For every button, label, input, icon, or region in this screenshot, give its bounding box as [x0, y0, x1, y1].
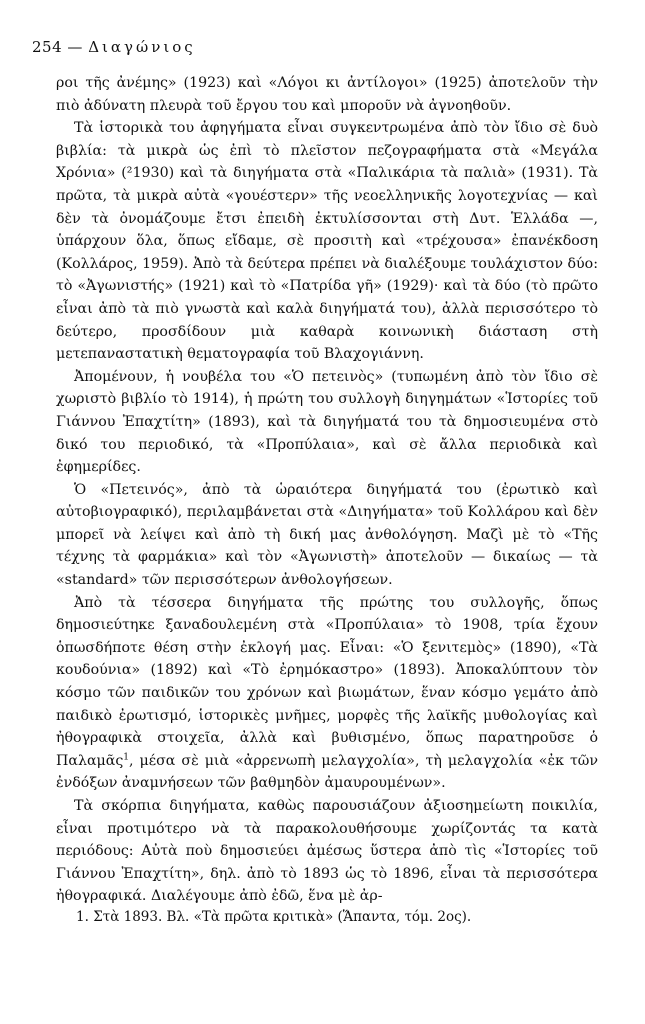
- footnote: [76, 908, 596, 926]
- paragraph-text: , μέσα σὲ μιὰ «ἀρρενωπὴ μελαγχολία», τὴ μελαγχολία «ἐκ τῶν ἐνδόξων ἀναμνήσεων τῶν βαθμηδὸν ἀμαυρουμένων».: [56, 752, 598, 792]
- running-title: Διαγώνιος: [88, 38, 196, 56]
- paragraph: [56, 117, 598, 366]
- paragraph: [56, 592, 598, 795]
- paragraph: [56, 795, 598, 908]
- paragraph-text: Ὁ «Πετεινός», ἀπὸ τὰ ὡραιότερα διηγήματά του (ἐρωτικὸ καὶ αὐτοβιογραφικό), περιλαμβάνεται στὰ «Διηγήματα» τοῦ Κολλάρου καὶ δὲν μπορεῖ νὰ λείψει καὶ ἀπὸ τὴ δική μας ἀνθολόγηση. Μαζὶ μὲ τὸ «Τῆς τέχνης τὰ φαρμάκια» καὶ τὸν «Ἀγωνιστὴ» ἀποτελοῦν — δικαίως — τὰ «standard» τῶν περισσότερων ἀνθολογήσεων.: [56, 481, 598, 589]
- paragraph-text: Τὰ ἱστορικὰ του ἀφηγήματα εἶναι συγκεντρωμένα ἀπὸ τὸν ἴδιο σὲ δυὸ βιβλία: τὰ μικρὰ ὡς ἐπὶ τὸ πλεῖστον πεζογραφήματα στὰ «Μεγάλα Χρόνια» (²1930) καὶ τὰ διηγήματα στὰ «Παλικάρια τὰ παλιὰ» (1931). Τὰ πρῶτα, τὰ μικρὰ αὐτὰ «γουέστερν» τῆς νεοελληνικῆς λογοτεχνίας — καὶ δὲν τὰ ὀνομάζουμε ἔτσι ἐπειδὴ ἐκτυλίσσονται στὴ Δυτ. Ἑλλάδα —, ὑπάρχουν ὅλα, ὅπως εἴδαμε, σὲ προσιτὴ καὶ «τρέχουσα» ἐπανέκδοση (Κολλάρος, 1959). Ἀπὸ τὰ δεύτερα πρέπει νὰ διαλέξουμε τουλάχιστον δύο: τὸ «Ἀγωνιστής» (1921) καὶ τὸ «Πατρίδα γῆ» (1929)· καὶ τὰ δύο (τὸ πρῶτο εἶναι ἀπὸ τὰ πιὸ γνωστὰ καὶ καλὰ διηγήματά του), ἀλλὰ περισσότερο τὸ δεύτερο, προσδίδουν μιὰ καθαρὰ κοινωνικὴ διάσταση στὴ μετεπαναστατικὴ θεματογραφία τοῦ Βλαχογιάννη.: [56, 120, 598, 363]
- paragraph: [56, 366, 598, 479]
- paragraph-text: Τὰ σκόρπια διηγήματα, καθὼς παρουσιάζουν ἀξιοσημείωτη ποικιλία, εἶναι προτιμότερο νὰ τὰ παρακολουθήσουμε χωρίζοντάς τα κατὰ περιόδους: Αὐτὰ ποὺ δημοσιεύει ἀμέσως ὕστερα ἀπὸ τὶς «Ἱστορίες τοῦ Γιάννου Ἐπαχτίτη», δηλ. ἀπὸ τὸ 1893 ὡς τὸ 1896, εἶναι τὰ περισσότερα ἠθογραφικά. Διαλέγουμε ἀπὸ ἐδῶ, ἕνα μὲ ἀρ-: [56, 798, 598, 905]
- paragraph-text: Ἀπὸ τὰ τέσσερα διηγήματα τῆς πρώτης του συλλογῆς, ὅπως δημοσιεύτηκε ξαναδουλεμένη στὰ «Προπύλαια» τὸ 1908, τρία ἔχουν ὁπωσδήποτε θέση στὴν ἐκλογή μας. Εἶναι: «Ὁ ξενιτεμὸς» (1890), «Τὰ κουδούνια» (1892) καὶ «Τὸ ἐρημόκαστρο» (1893). Ἀποκαλύπτουν τὸν κόσμο τῶν παιδικῶν του χρόνων καὶ βιωμάτων, ἕναν κόσμο γεμάτο ἀπὸ παιδικὸ ἐρωτισμό, ἱστορικὲς μνῆμες, μορφὲς τῆς λαϊκῆς μυθολογίας καὶ ἠθογραφικὰ στοιχεῖα, ἀλλὰ καὶ βυθισμένο, ὅπως παρατηροῦσε ὁ Παλαμᾶς: [56, 594, 598, 769]
- running-header: [32, 38, 196, 56]
- page-number: 254: [32, 38, 63, 56]
- footnote-reference[interactable]: 1: [123, 752, 130, 763]
- footnote-text: Στὰ 1893. Βλ. «Τὰ πρῶτα κριτικὰ» (Ἅπαντα, τόμ. 2ος).: [93, 909, 472, 925]
- paragraph-text: ροι τῆς ἀνέμης» (1923) καὶ «Λόγοι κι ἀντίλογοι» (1925) ἀποτελοῦν τὴν πιὸ ἀδύνατη πλευρὰ τοῦ ἔργου του καὶ μποροῦν νὰ ἀγνοηθοῦν.: [56, 75, 598, 114]
- paragraph: [56, 479, 598, 592]
- header-separator: —: [62, 38, 89, 56]
- body-text: [56, 72, 598, 908]
- paragraph-continued: [56, 72, 598, 117]
- footnote-marker: 1.: [76, 909, 89, 925]
- paragraph-text: Ἀπομένουν, ἡ νουβέλα του «Ὁ πετεινὸς» (τυπωμένη ἀπὸ τὸν ἴδιο σὲ χωριστὸ βιβλίο τὸ 1914), ἡ πρώτη του συλλογὴ διηγημάτων «Ἱστορίες τοῦ Γιάννου Ἐπαχτίτη» (1893), καὶ τὰ διηγήματά του τὰ δημοσιευμένα στὸ δικό του περιοδικό, τὰ «Προπύλαια», καὶ σὲ ἄλλα περιοδικὰ καὶ ἐφημερίδες.: [56, 368, 598, 476]
